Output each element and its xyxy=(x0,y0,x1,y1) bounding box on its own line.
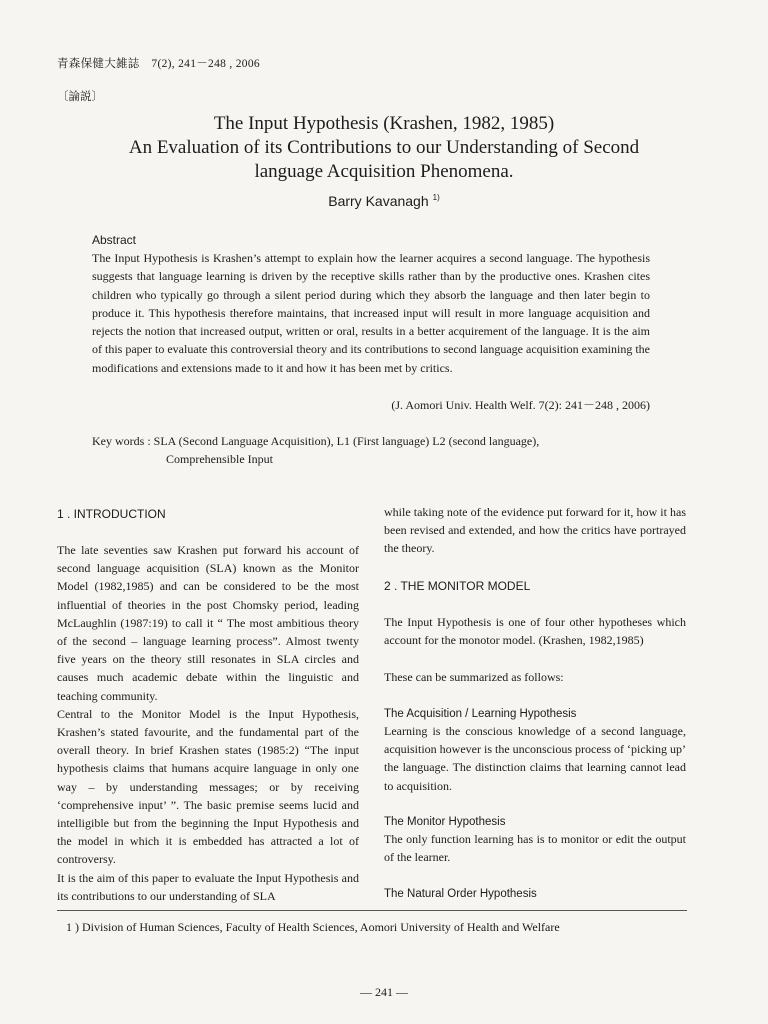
introduction-paragraph-2: Central to the Monitor Model is the Input Hypothesis, Krashen’s stated favourite, and the fundamental part of the overall theory. In brief Krashen states (1985:2) “The input hypothesis claims that humans acquire language in only one way – by understanding messages; or by receiving ‘comprehensive input’ ”. The basic premise seems lucid and intelligible but from the beginning the Input Hypothesis and the model in which it is embedded has attracted a lot of controversy. xyxy=(57,706,359,867)
article-category: 〔論説〕 xyxy=(57,91,103,103)
abstract-heading: Abstract xyxy=(92,233,137,247)
author-name: Barry Kavanagh xyxy=(328,193,429,209)
page-number: — 241 — xyxy=(360,985,408,999)
author-footnote-mark: 1) xyxy=(432,193,440,202)
section-heading-monitor-model: 2 . THE MONITOR MODEL xyxy=(384,579,531,593)
acquisition-learning-body: Learning is the conscious knowledge of a second language, acquisition however is the unconscious process of ‘picking up’ the language. The distinction claims that learning cannot lead to acquisition. xyxy=(384,724,686,793)
keywords-line-2: Comprehensible Input xyxy=(166,452,273,466)
paper-title xyxy=(0,112,768,184)
author-line xyxy=(0,193,768,209)
subheading-monitor-hypothesis: The Monitor Hypothesis xyxy=(384,816,506,828)
footnote-affiliation: 1 ) Division of Human Sciences, Faculty of Health Sciences, Aomori University of Health and Welfare xyxy=(66,920,560,934)
introduction-paragraph-3: It is the aim of this paper to evaluate the Input Hypothesis and its contributions to our understanding of SLA xyxy=(57,870,359,903)
monitor-model-paragraph-2: These can be summarized as follows: xyxy=(384,670,564,684)
keywords xyxy=(92,432,539,468)
title-line-2: An Evaluation of its Contributions to our Understanding of Second xyxy=(128,137,640,158)
introduction-body xyxy=(57,541,359,905)
monitor-hypothesis-body: The only function learning has is to monitor or edit the output of the learner. xyxy=(384,832,686,865)
monitor-model-paragraph-1: The Input Hypothesis is one of four other hypotheses which account for the monotor model. (Krashen, 1982,1985) xyxy=(384,615,686,648)
journal-header: 青森保健大雑誌 7(2), 241－248 , 2006 xyxy=(57,58,260,70)
abstract-citation: (J. Aomori Univ. Health Welf. 7(2): 241－248 , 2006) xyxy=(391,398,650,412)
keywords-line-1: Key words : SLA (Second Language Acquisition), L1 (First language) L2 (second language), xyxy=(92,434,540,448)
footnote-divider xyxy=(57,910,687,911)
title-line-3: language Acquisition Phenomena. xyxy=(254,161,514,182)
abstract-body: The Input Hypothesis is Krashen’s attempt to explain how the learner acquires a second language. The hypothesis suggests that language learning is driven by the receptive skills rather than by the productive ones. Krashen cites children who typically go through a silent period during which they absorb the language and then later begin to produce it. This hypothesis therefore maintains, that increased input will result in more language acquisition and rejects the notion that increased output, written or oral, results in a better acquirement of the language. It is the aim of this paper to evaluate this controversial theory and its contributions to second language acquisition examining the modifications and extensions made to it and how it has been met by critics. xyxy=(92,251,650,375)
introduction-paragraph-1: The late seventies saw Krashen put forward his account of second language acquisition (SLA) known as the Monitor Model (1982,1985) and can be considered to be the most influential of theories in the post Chomsky period, leading McLaughlin (1987:19) to call it “ The most ambitious theory of the second – language learning process”. Almost twenty five years on the theory still resonates in SLA circles and causes much academic debate within the linguistic and teaching community. xyxy=(57,543,359,703)
introduction-continuation: while taking note of the evidence put forward for it, how it has been revised and extended, and how the critics have portrayed the theory. xyxy=(384,505,686,556)
subheading-natural-order: The Natural Order Hypothesis xyxy=(384,888,537,900)
subheading-acquisition-learning: The Acquisition / Learning Hypothesis xyxy=(384,708,577,720)
section-heading-introduction: 1 . INTRODUCTION xyxy=(57,507,166,521)
title-line-1: The Input Hypothesis (Krashen, 1982, 1985) xyxy=(213,113,555,134)
